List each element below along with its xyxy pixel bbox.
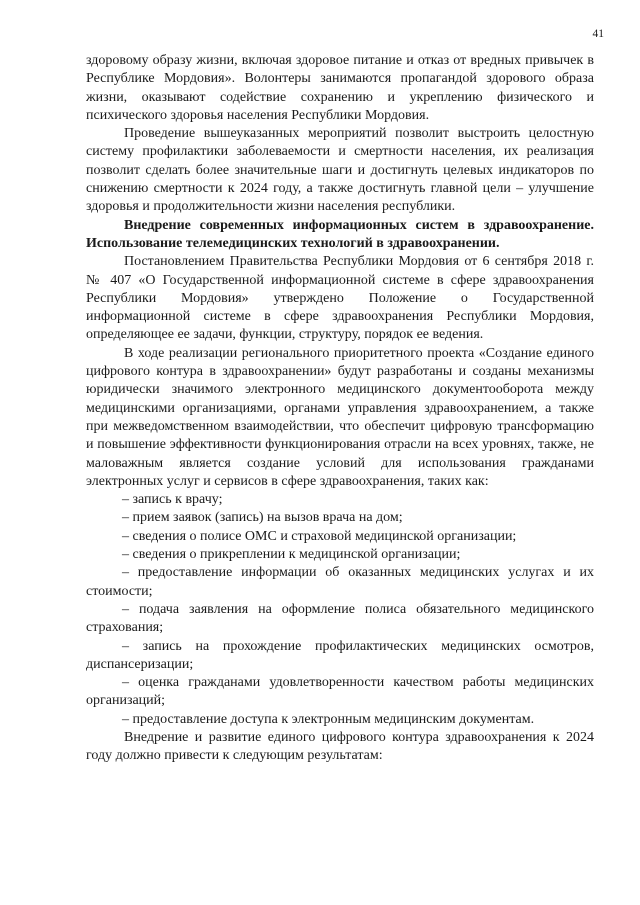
list-item: – запись на прохождение профилактических медицинских осмотров, диспансеризации; [86, 638, 594, 672]
paragraph-2: Проведение вышеуказанных мероприятий позволит выстроить целостную систему профилактики заболеваемости и смертности населения, их реализация позволит сделать более значительные шаги и достигнуть целевых индикаторов по снижению смертности к 2024 году, а также достигнуть главной цели – улучшение здоровья и продолжительности жизни населения республики. [86, 126, 594, 215]
list-item: – предоставление информации об оказанных медицинских услугах и их стоимости; [86, 565, 594, 599]
paragraph-1: здоровому образу жизни, включая здоровое питание и отказ от вредных привычек в Республике Мордовия». Волонтеры занимаются пропагандой здорового образа жизни, оказывают содействие сохранению и укреплению физического и психического здоровья населения Республики Мордовия. [86, 53, 594, 123]
list-item: – запись к врачу; [122, 492, 223, 508]
list-item: – предоставление доступа к электронным медицинским документам. [122, 711, 535, 727]
list-item: – сведения о прикреплении к медицинской организации; [122, 547, 461, 563]
page-number: 41 [592, 28, 604, 40]
services-list [86, 491, 594, 729]
list-item: – оценка гражданами удовлетворенности качеством работы медицинских организаций; [86, 675, 594, 709]
list-item: – подача заявления на оформление полиса обязательного медицинского страхования; [86, 601, 594, 636]
list-item: – сведения о полисе ОМС и страховой медицинской организации; [122, 528, 517, 544]
paragraph-3: Постановлением Правительства Республики Мордовия от 6 сентября 2018 г. № 407 «О Государственной информационной системе в сфере здравоохранения Республики Мордовия» утверждено Положение о Государственной информационной системе в сфере здравоохранения Республики Мордовия, определяющее ее задачи, функции, структуру, порядок ее ведения. [86, 254, 594, 343]
list-item: – прием заявок (запись) на вызов врача на дом; [122, 510, 403, 526]
document-body [86, 52, 594, 766]
paragraph-5: Внедрение и развитие единого цифрового контура здравоохранения к 2024 году должно привести к следующим результатам: [86, 729, 594, 764]
paragraph-4: В ходе реализации регионального приоритетного проекта «Создание единого цифрового контура в здравоохранении» будут разработаны и созданы механизмы юридически значимого электронного медицинского документооборота между медицинскими организациями, органами управления здравоохранением, а также при межведомственном взаимодействии, что обеспечит цифровую трансформацию и повышение эффективности функционирования отрасли на всех уровнях, также, не маловажным является создание условий для использования гражданами электронных услуг и сервисов в сфере здравоохранения, таких как: [86, 345, 594, 489]
section-heading: Внедрение современных информационных систем в здравоохранение. Использование телемедицинских технологий в здравоохранении. [86, 217, 594, 251]
